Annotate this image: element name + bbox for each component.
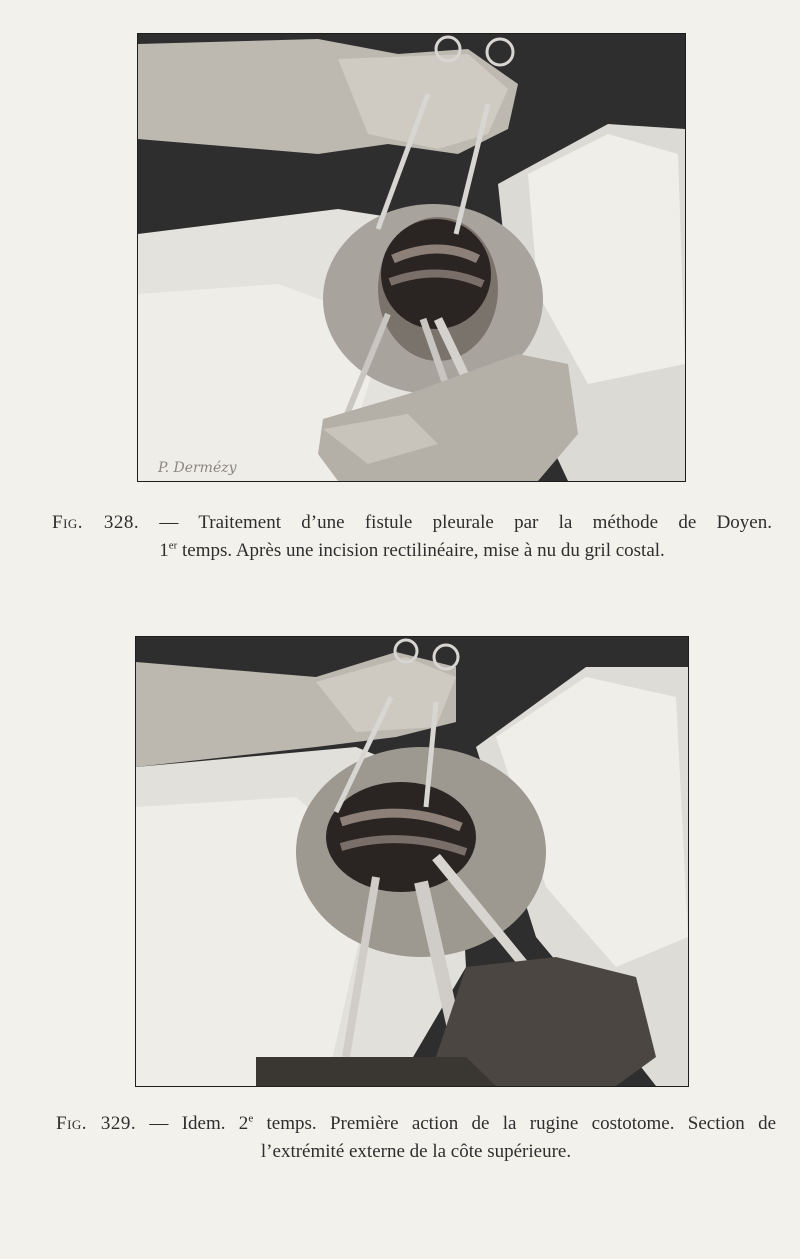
caption-329-text-1: — Idem. 2 [149,1113,249,1134]
figure-label-329: Fig. 329. [56,1113,137,1134]
ordinal-suffix-328: er [168,539,178,552]
figure-label-328: Fig. 328. [52,512,140,533]
caption-fig-328 [52,509,772,565]
surgical-photo-fig-328 [137,33,686,482]
caption-fig-329 [56,1110,776,1166]
caption-328-line-1 [52,509,772,537]
caption-329-text-1b: temps. Première action de la rugine costotome. Section de [253,1113,777,1134]
caption-328-text-1: — Traitement d’une fistule pleurale par la méthode de Doyen. [159,512,772,533]
caption-328-line-2 [52,537,772,565]
surgical-photo-fig-329 [135,636,689,1087]
ordinal-suffix-329: e [248,1112,254,1125]
caption-329-text-2: l’extrémité externe de la côte supérieure. [260,1141,572,1162]
caption-329-line-2 [56,1138,776,1166]
ordinal-number-328: 1 [159,540,169,561]
caption-329-line-1 [56,1110,776,1138]
artist-signature: P. Dermézy [158,460,237,476]
caption-328-text-2: temps. Après une incision rectilinéaire, mise à nu du gril costal. [177,540,665,561]
